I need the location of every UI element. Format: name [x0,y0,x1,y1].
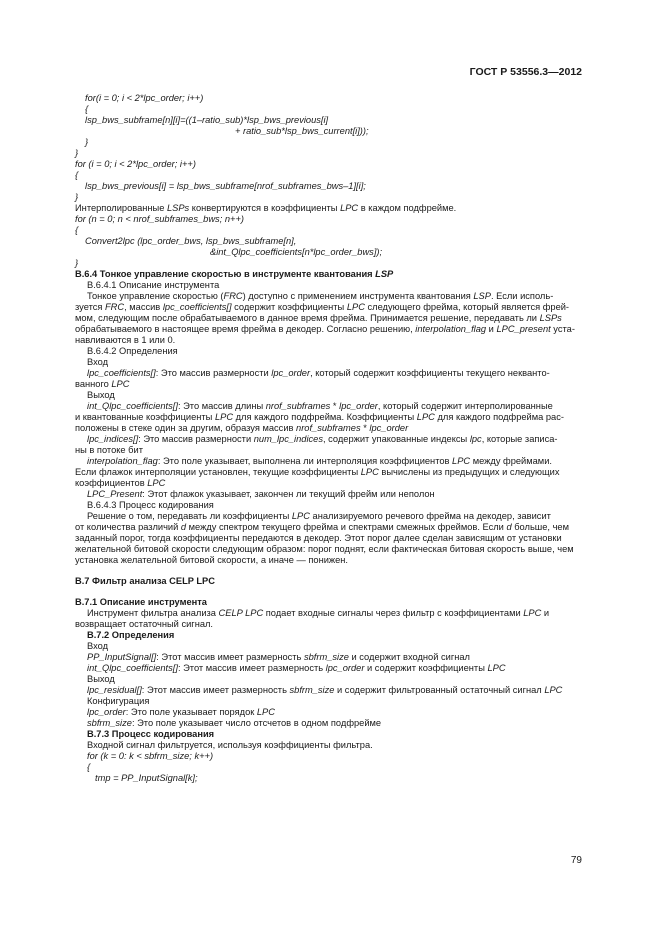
definition-pp-input-signal: PP_InputSignal[]: Этот массив имеет размерность sbfrm_size и содержит входной сигнал [87,652,470,662]
label-configuration: Конфигурация [87,696,150,706]
section-heading-b7: B.7 Фильтр анализа CELP LPC [75,576,215,586]
definition-lpc-coefficients: lpc_coefficients[]: Это массив размерности lpc_order, который содержит коэффициенты текущего некванто- ванного LPC [75,368,550,389]
definition-int-qlpc-coefficients: int_Qlpc_coefficients[]: Этот массив имеет размерность lpc_order и содержит коэффициенты LPC [87,663,506,673]
code-line: } [85,137,89,147]
paragraph-celp-filter: Инструмент фильтра анализа CELP LPC подает входные сигналы через фильтр с коэффициентами LPC и возвращает остаточный сигнал. [75,608,550,629]
code-line: Convert2lpc (lpc_order_bws, lsp_bws_subframe[n], [85,236,297,246]
code-line: + ratio_sub*lsp_bws_current[i])); [235,126,369,136]
code-line: for (k = 0: k < sbfrm_size; k++) [87,751,214,761]
page-content [75,93,586,784]
code-line: &int_Qlpc_coefficients[n*lpc_order_bws]); [210,247,383,257]
paragraph-decision: Решение о том, передавать ли коэффициенты LPC анализируемого речевого фрейма на декодер, зависит от количества различий d между спектром текущего фрейма и спектрами смежных фреймов. Если d больше, чем заданный порог, тогда коэффициенты передаются в декодер. Этот порог далее сделан зависящим от установки желательной битовой скорости следующим образом: порог поднят, если фактическая битовая скорость выше, чем установка желательной битовой скорости, а иначе — понижен. [75,511,574,565]
code-line: for(i = 0; i < 2*lpc_order; i++) [85,93,204,103]
label-output: Выход [87,390,115,400]
section-heading-b64: B.6.4 Тонкое управление скоростью в инструменте квантования LSP [75,269,394,279]
code-line: lsp_bws_previous[i] = lsp_bws_subframe[nrof_subframes_bws–1][i]; [85,181,366,191]
subsection-heading: B.6.4.1 Описание инструмента [87,280,220,290]
code-line: for (n = 0; n < nrof_subframes_bws; n++) [75,214,244,224]
definition-sbfrm-size: sbfrm_size: Это поле указывает число отсчетов в одном подфрейме [87,718,382,728]
code-line: { [85,104,89,114]
label-output: Выход [87,674,115,684]
code-line: { [75,225,79,235]
page-number: 79 [570,855,582,866]
definition-lpc-residual: lpc_residual[]: Этот массив имеет размерность sbfrm_size и содержит фильтрованный остаточный сигнал LPC [87,685,563,695]
definition-interpolation-flag: interpolation_flag: Это поле указывает, выполнена ли интерполяция коэффициентов LPC между фреймами. Если флажок интерполяции установлен, текущие коэффициенты LPC вычислены из предыдущих и следующих коэффициентов LPC [75,456,560,488]
definition-int-qlpc: int_Qlpc_coefficients[]: Это массив длины nrof_subframes * lpc_order, который содержит интерполированные и квантованные коэффициенты LPC для каждого подфрейма. Коэффициенты LPC для каждого подфрейма рас- положены в стеке один за другим, образуя массив nrof_subframes * lpc_order [75,401,564,433]
code-line: tmp = PP_InputSignal[k]; [95,773,198,783]
subsection-heading: B.6.4.2 Определения [87,346,178,356]
paragraph-interpolated-lsps: Интерполированные LSPs конвертируются в коэффициенты LPC в каждом подфрейме. [75,203,457,213]
code-line: { [87,762,91,772]
paragraph-frc: Тонкое управление скоростью (FRC) доступно с применением инструмента квантования LSP. Если исполь- зуется FRC, массив lpc_coefficients[] содержит коэффициенты LPC следующего фрейма, который является фрей- мом, следующим после обрабатываемого в данное время фрейма. Принимается решение, передавать ли LSPs обрабатываемого в настоящее время фрейма в декодер. Согласно решению, interpolation_flag и LPC_present уста- навливаются в 1 или 0. [75,291,575,345]
document-header: ГОСТ Р 53556.3—2012 [469,66,582,78]
section-heading-b71: B.7.1 Описание инструмента [75,597,207,607]
label-input: Вход [87,357,109,367]
subsection-heading: B.6.4.3 Процесс кодирования [87,500,214,510]
label-input: Вход [87,641,109,651]
section-heading-b73: B.7.3 Процесс кодирования [87,729,215,739]
section-heading-b72: B.7.2 Определения [87,630,175,640]
code-line: } [75,192,79,202]
code-line: } [75,258,79,268]
definition-lpc-present: LPC_Present: Этот флажок указывает, закончен ли текущий фрейм или неполон [87,489,435,499]
paragraph-filtering: Входной сигнал фильтруется, используя коэффициенты фильтра. [87,740,373,750]
definition-lpc-order: lpc_order: Это поле указывает порядок LPC [87,707,275,717]
definition-lpc-indices: lpc_indices[]: Это массив размерности num_lpc_indices, содержит упакованные индексы lpc, которые записа- ны в потоке бит [75,434,558,455]
code-line: lsp_bws_subframe[n][i]=((1–ratio_sub)*lsp_bws_previous[i] [85,115,329,125]
code-line: } [75,148,79,158]
code-line: { [75,170,79,180]
code-line: for (i = 0; i < 2*lpc_order; i++) [75,159,196,169]
